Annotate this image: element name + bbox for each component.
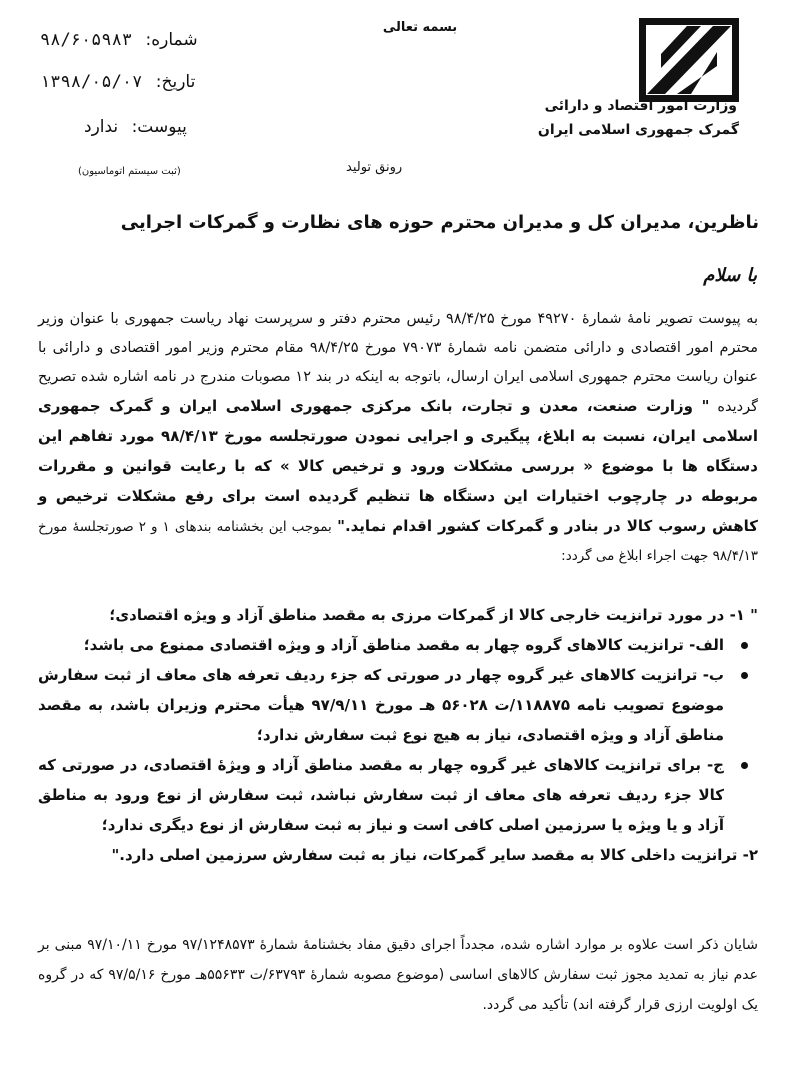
clause-1: " ۱- در مورد ترانزیت خارجی کالا از گمرکات مرزی به مقصد مناطق آزاد و ویژه اقتصادی؛ — [109, 606, 758, 624]
clause-1b-text: ب- ترانزیت کالاهای غیر گروه چهار در صورتی که جزء ردیف تعرفه های معاف از ثبت سفارش موضوع تصویب نامه ۱۱۸۸۷۵/ت ۵۶۰۲۸ هـ مورخ ۹۷/۹/۱۱ هیأت محترم وزیران باشد، به مقصد مناطق آزاد و ویژه اقتصادی، نیاز به هیچ نوع ثبت سفارش ندارد؛ — [38, 666, 724, 744]
clause-1c-text: ج- برای ترانزیت کالاهای غیر گروه چهار به مقصد مناطق آزاد و ویژهٔ اقتصادی، در صورتی که کالا جزء ردیف تعرفه های معاف از ثبت سفارش نباشد، ثبت سفارش از نوع ورود به مناطق آزاد و یا ویژه یا سرزمین اصلی کافی است و نیاز به ثبت سفارش از نوع دیگری ندارد؛ — [38, 756, 724, 834]
clause-1c — [38, 750, 758, 840]
clause-1a-text: الف- ترانزیت کالاهای گروه چهار به مقصد مناطق آزاد و ویژه اقتصادی ممنوع می باشد؛ — [83, 636, 724, 654]
letter-attachment — [84, 117, 187, 137]
attachment-value: ندارد — [84, 117, 119, 137]
greeting: با سلام — [703, 265, 757, 286]
date-label: تاریخ: — [155, 72, 196, 92]
slogan-note: رونق تولید — [346, 160, 403, 175]
closing-paragraph: شایان ذکر است علاوه بر موارد اشاره شده، مجدداً اجرای دقیق مفاد بخشنامهٔ شمارهٔ ۹۷/۱۲۴۸۵۷۳ مورخ ۹۷/۱۰/۱۱ مبنی بر عدم نیاز به تمدید مجوز ثبت سفارش کالاهای اساسی (موضوع مصوبه شمارهٔ ۶۳۷۹۳/ت ۵۵۶۳۳هـ مورخ ۹۷/۵/۱۶ که در گروه یک اولویت ارزی قرار گرفته اند) تأکید می گردد. — [38, 937, 758, 1013]
body-quote: " وزارت صنعت، معدن و تجارت، بانک مرکزی جمهوری اسلامی ایران و گمرک جمهوری اسلامی ایران، نسبت به ابلاغ، پیگیری و اجرایی نمودن صورتجلسه مورخ ۹۸/۴/۱۳ مورد تفاهم این دستگاه ها با موضوع « بررسی مشکلات ورود و ترخیص کالا » که با رعایت قوانین و مقررات مربوطه در چارچوب اختیارات این دستگاه ها تنظیم گردیده است برای رفع مشکلات ترخیص و کاهش رسوب کالا در بنادر و گمرکات کشور اقدام نماید." — [38, 397, 758, 535]
system-note: (ثبت سیستم اتوماسیون) — [78, 166, 181, 177]
number-label: شماره: — [145, 30, 198, 50]
invocation-heading: بسمه تعالی — [382, 20, 458, 35]
body-paragraph — [38, 305, 758, 571]
letter-number — [40, 30, 198, 50]
clauses-list — [38, 600, 758, 870]
customs-name: گمرک جمهوری اسلامی ایران — [537, 122, 739, 138]
body-directive: بموجب این بخشنامه بندهای ۱ و ۲ صورتجلسهٔ مورخ ۹۸/۴/۱۳ جهت اجراء ابلاغ می گردد: — [38, 519, 758, 564]
bullet-icon — [741, 762, 748, 769]
body-intro: به پیوست تصویر نامهٔ شمارهٔ ۴۹۲۷۰ مورخ ۹۸/۴/۲۵ رئیس محترم دفتر و سرپرست نهاد ریاست جمهوری با عنوان وزیر محترم امور اقتصادی و دارائی متضمن نامه شمارهٔ ۷۹۰۷۳ مورخ ۹۸/۴/۲۵ مقام محترم وزیر امور اقتصادی و دارائی با عنوان ریاست محترم جمهوری اسلامی ایران ارسال، باتوجه به اینکه در بند ۱۲ مصوبات مندرج در نامه اشاره شده تصریح گردیده — [38, 311, 759, 415]
customs-logo-icon — [639, 18, 739, 102]
clause-2: ۲- ترانزیت داخلی کالا به مقصد سایر گمرکات، نیاز به ثبت سفارش سرزمین اصلی دارد." — [111, 846, 758, 864]
date-value: ۱۳۹۸/۰۵/۰۷ — [40, 72, 143, 92]
bullet-icon — [741, 642, 748, 649]
letter-date — [40, 72, 195, 92]
bullet-icon — [741, 672, 748, 679]
recipient-line: ناظرین، مدیران کل و مدیران محترم حوزه های نظارت و گمرکات اجرایی — [120, 212, 759, 233]
clause-1b — [38, 660, 758, 750]
ministry-name: وزارت امور اقتصاد و دارائی — [544, 98, 737, 114]
number-value: ۹۸/۶۰۵۹۸۳ — [40, 30, 133, 50]
attachment-label: پیوست: — [131, 117, 187, 137]
clause-1a — [38, 630, 758, 660]
